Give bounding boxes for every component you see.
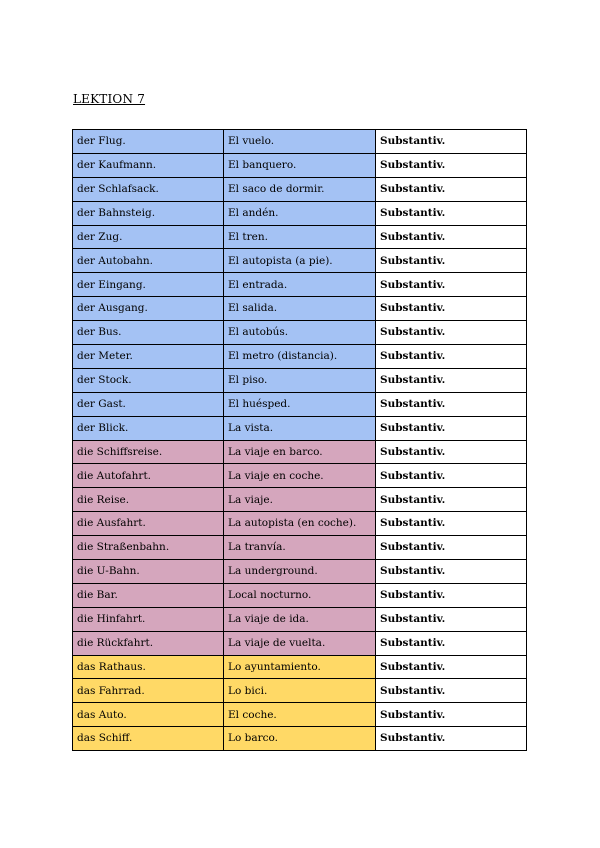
word-type-cell: Substantiv.	[376, 321, 527, 345]
table-row	[73, 225, 527, 249]
word-type-cell: Substantiv.	[376, 345, 527, 369]
german-word-cell: die Ausfahrt.	[73, 512, 224, 536]
spanish-translation-cell: La autopista (en coche).	[224, 512, 376, 536]
word-type-cell: Substantiv.	[376, 130, 527, 154]
german-word-cell: die Straßenbahn.	[73, 536, 224, 560]
german-word-cell: das Rathaus.	[73, 655, 224, 679]
german-word-cell: die Autofahrt.	[73, 464, 224, 488]
table-row	[73, 631, 527, 655]
german-word-cell: das Auto.	[73, 703, 224, 727]
word-type-cell: Substantiv.	[376, 368, 527, 392]
word-type-cell: Substantiv.	[376, 703, 527, 727]
spanish-translation-cell: El huésped.	[224, 392, 376, 416]
table-row	[73, 321, 527, 345]
german-word-cell: das Schiff.	[73, 727, 224, 751]
spanish-translation-cell: El vuelo.	[224, 130, 376, 154]
word-type-cell: Substantiv.	[376, 273, 527, 297]
spanish-translation-cell: El piso.	[224, 368, 376, 392]
german-word-cell: die U-Bahn.	[73, 560, 224, 584]
table-row	[73, 440, 527, 464]
word-type-cell: Substantiv.	[376, 607, 527, 631]
spanish-translation-cell: La viaje en barco.	[224, 440, 376, 464]
page-title: LEKTION 7	[73, 92, 146, 106]
word-type-cell: Substantiv.	[376, 655, 527, 679]
table-row	[73, 368, 527, 392]
word-type-cell: Substantiv.	[376, 583, 527, 607]
table-row	[73, 392, 527, 416]
table-row	[73, 488, 527, 512]
vocabulary-table	[72, 129, 527, 751]
german-word-cell: der Blick.	[73, 416, 224, 440]
german-word-cell: der Bahnsteig.	[73, 201, 224, 225]
word-type-cell: Substantiv.	[376, 727, 527, 751]
spanish-translation-cell: La vista.	[224, 416, 376, 440]
spanish-translation-cell: La underground.	[224, 560, 376, 584]
word-type-cell: Substantiv.	[376, 536, 527, 560]
spanish-translation-cell: La viaje de ida.	[224, 607, 376, 631]
table-row	[73, 703, 527, 727]
german-word-cell: der Zug.	[73, 225, 224, 249]
table-row	[73, 679, 527, 703]
word-type-cell: Substantiv.	[376, 416, 527, 440]
spanish-translation-cell: La viaje en coche.	[224, 464, 376, 488]
spanish-translation-cell: El tren.	[224, 225, 376, 249]
table-row	[73, 345, 527, 369]
word-type-cell: Substantiv.	[376, 488, 527, 512]
word-type-cell: Substantiv.	[376, 464, 527, 488]
german-word-cell: die Bar.	[73, 583, 224, 607]
spanish-translation-cell: Lo ayuntamiento.	[224, 655, 376, 679]
table-row	[73, 464, 527, 488]
word-type-cell: Substantiv.	[376, 512, 527, 536]
german-word-cell: der Bus.	[73, 321, 224, 345]
german-word-cell: das Fahrrad.	[73, 679, 224, 703]
table-row	[73, 416, 527, 440]
german-word-cell: der Kaufmann.	[73, 153, 224, 177]
german-word-cell: der Autobahn.	[73, 249, 224, 273]
word-type-cell: Substantiv.	[376, 153, 527, 177]
table-row	[73, 249, 527, 273]
word-type-cell: Substantiv.	[376, 201, 527, 225]
german-word-cell: der Schlafsack.	[73, 177, 224, 201]
spanish-translation-cell: El autopista (a pie).	[224, 249, 376, 273]
table-row	[73, 560, 527, 584]
german-word-cell: der Gast.	[73, 392, 224, 416]
table-row	[73, 727, 527, 751]
german-word-cell: der Eingang.	[73, 273, 224, 297]
table-row	[73, 655, 527, 679]
spanish-translation-cell: Lo barco.	[224, 727, 376, 751]
spanish-translation-cell: El banquero.	[224, 153, 376, 177]
german-word-cell: die Hinfahrt.	[73, 607, 224, 631]
table-row	[73, 153, 527, 177]
word-type-cell: Substantiv.	[376, 679, 527, 703]
spanish-translation-cell: El andén.	[224, 201, 376, 225]
spanish-translation-cell: El autobús.	[224, 321, 376, 345]
spanish-translation-cell: El saco de dormir.	[224, 177, 376, 201]
table-row	[73, 297, 527, 321]
table-row	[73, 607, 527, 631]
spanish-translation-cell: El entrada.	[224, 273, 376, 297]
german-word-cell: der Meter.	[73, 345, 224, 369]
table-row	[73, 512, 527, 536]
spanish-translation-cell: El coche.	[224, 703, 376, 727]
spanish-translation-cell: La viaje.	[224, 488, 376, 512]
german-word-cell: der Stock.	[73, 368, 224, 392]
german-word-cell: die Reise.	[73, 488, 224, 512]
spanish-translation-cell: El metro (distancia).	[224, 345, 376, 369]
word-type-cell: Substantiv.	[376, 177, 527, 201]
word-type-cell: Substantiv.	[376, 440, 527, 464]
word-type-cell: Substantiv.	[376, 225, 527, 249]
word-type-cell: Substantiv.	[376, 297, 527, 321]
german-word-cell: die Rückfahrt.	[73, 631, 224, 655]
word-type-cell: Substantiv.	[376, 392, 527, 416]
table-row	[73, 583, 527, 607]
table-row	[73, 273, 527, 297]
spanish-translation-cell: Local nocturno.	[224, 583, 376, 607]
spanish-translation-cell: La viaje de vuelta.	[224, 631, 376, 655]
vocabulary-table-body	[73, 130, 527, 751]
table-row	[73, 130, 527, 154]
word-type-cell: Substantiv.	[376, 560, 527, 584]
german-word-cell: der Ausgang.	[73, 297, 224, 321]
word-type-cell: Substantiv.	[376, 631, 527, 655]
table-row	[73, 536, 527, 560]
spanish-translation-cell: La tranvía.	[224, 536, 376, 560]
table-row	[73, 177, 527, 201]
table-row	[73, 201, 527, 225]
word-type-cell: Substantiv.	[376, 249, 527, 273]
spanish-translation-cell: El salida.	[224, 297, 376, 321]
spanish-translation-cell: Lo bici.	[224, 679, 376, 703]
german-word-cell: der Flug.	[73, 130, 224, 154]
german-word-cell: die Schiffsreise.	[73, 440, 224, 464]
